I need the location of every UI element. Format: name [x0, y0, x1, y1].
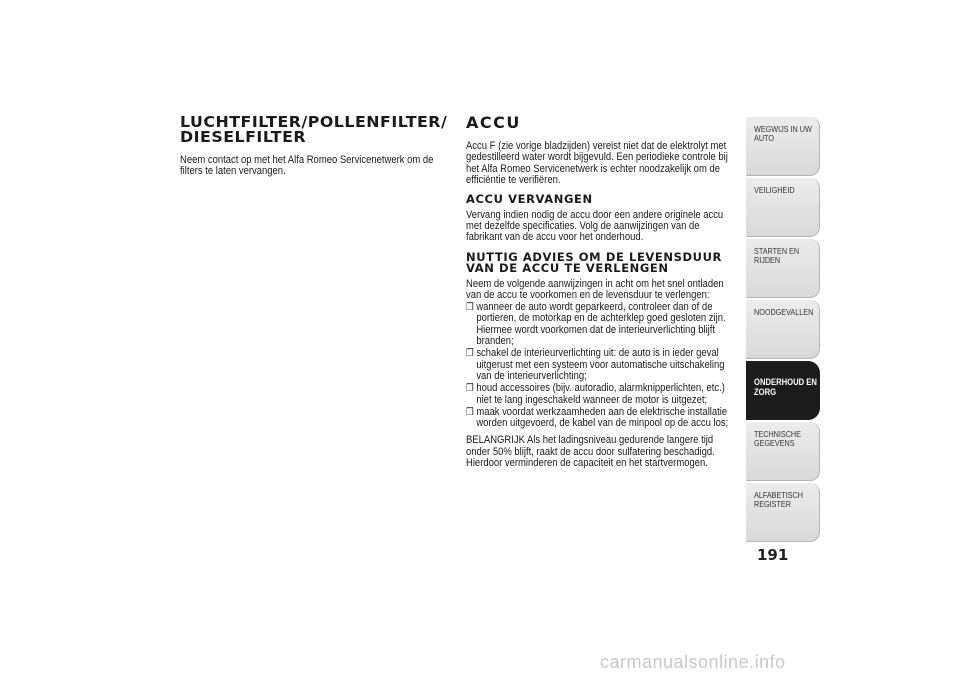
tab-label: NOODGEVALLEN [754, 307, 814, 317]
nuttig-advies-text: Neem de volgende aanwijzingen in acht om het snel ontladen van de accu te voorkomen en de levensduur te verlengen: [466, 277, 724, 301]
tab-label: STARTEN EN RIJDEN [754, 246, 800, 265]
tab-label: ALFABETISCH REGISTER [754, 490, 803, 509]
advice-list [466, 302, 736, 429]
tab-wegwijs[interactable] [746, 117, 820, 176]
chapter-tabs [746, 117, 820, 544]
section-title-filters: LUCHTFILTER/POLLENFILTER/ DIESELFILTER [180, 113, 448, 146]
list-item [466, 348, 736, 382]
tab-label: WEGWIJS IN UW AUTO [754, 124, 812, 143]
list-item [466, 302, 736, 347]
list-item-text: schakel de interieurverlichting uit: de auto is in ieder geval uitgerust met een systeem voor automatische uitschakeling van de interieurverlichting; [476, 347, 725, 382]
filters-text: Neem contact op met het Alfa Romeo Servicenetwerk om de filters te laten vervangen. [180, 154, 434, 178]
section-title-accu: ACCU [466, 113, 521, 132]
subsection-title-accu-vervangen: ACCU VERVANGEN [466, 192, 593, 207]
subsection-title-nuttig-advies: NUTTIG ADVIES OM DE LEVENSDUUR VAN DE ACCU TE VERLENGEN [466, 249, 722, 276]
tab-veiligheid[interactable] [746, 178, 820, 237]
tab-label: TECHNISCHE GEGEVENS [754, 429, 801, 448]
tab-noodgevallen[interactable] [746, 300, 820, 359]
list-item-text: wanneer de auto wordt geparkeerd, controleer dan of de portieren, de motorkap en de achterklep goed gesloten zijn. Hiermee wordt voorkomen dat de interieurverlichting blijft branden; [476, 301, 726, 348]
accu-intro-text: Accu F (zie vorige bladzijden) vereist niet dat de elektrolyt met gedestilleerd water wordt bijgevuld. Een periodieke controle bij het Alfa Romeo Servicenetwerk is echter noodzakelijk om de efficiëntie te verifiëren. [466, 140, 728, 186]
tab-starten-en-rijden[interactable] [746, 239, 820, 298]
watermark: carmanualsonline.info [600, 652, 786, 672]
right-column [466, 115, 741, 480]
tab-label: ONDERHOUD EN ZORG [754, 377, 817, 397]
list-item [466, 383, 736, 406]
checkbox-icon: ❒ [466, 302, 474, 314]
nuttig-advies-block [466, 279, 736, 470]
left-column [180, 115, 450, 178]
page-number: 191 [757, 546, 789, 564]
important-note: BELANGRIJK Als het ladingsniveau gedurende langere tijd onder 50% blijft, raakt de accu door sulfatering beschadigd. Hierdoor verminderen de capaciteit en het startvermogen. [466, 434, 715, 470]
checkbox-icon: ❒ [466, 406, 474, 418]
tab-onderhoud-en-zorg[interactable] [746, 361, 820, 420]
checkbox-icon: ❒ [466, 348, 474, 360]
tab-alfabetisch-register[interactable] [746, 483, 820, 542]
list-item-text: maak voordat werkzaamheden aan de elektrische installatie worden uitgevoerd, de kabel van de minpool op de accu los; [476, 405, 729, 430]
list-item [466, 407, 736, 430]
accu-vervangen-text: Vervang indien nodig de accu door een andere originele accu met dezelfde specificaties. Volg de aanwijzingen van de fabrikant van de accu voor het onderhoud. [466, 208, 724, 244]
tab-technische-gegevens[interactable] [746, 422, 820, 481]
checkbox-icon: ❒ [466, 383, 474, 395]
list-item-text: houd accessoires (bijv. autoradio, alarmknipperlichten, etc.) niet te lang ingeschakeld wanneer de motor is uitgezet; [476, 382, 725, 406]
tab-label: VEILIGHEID [754, 185, 795, 195]
